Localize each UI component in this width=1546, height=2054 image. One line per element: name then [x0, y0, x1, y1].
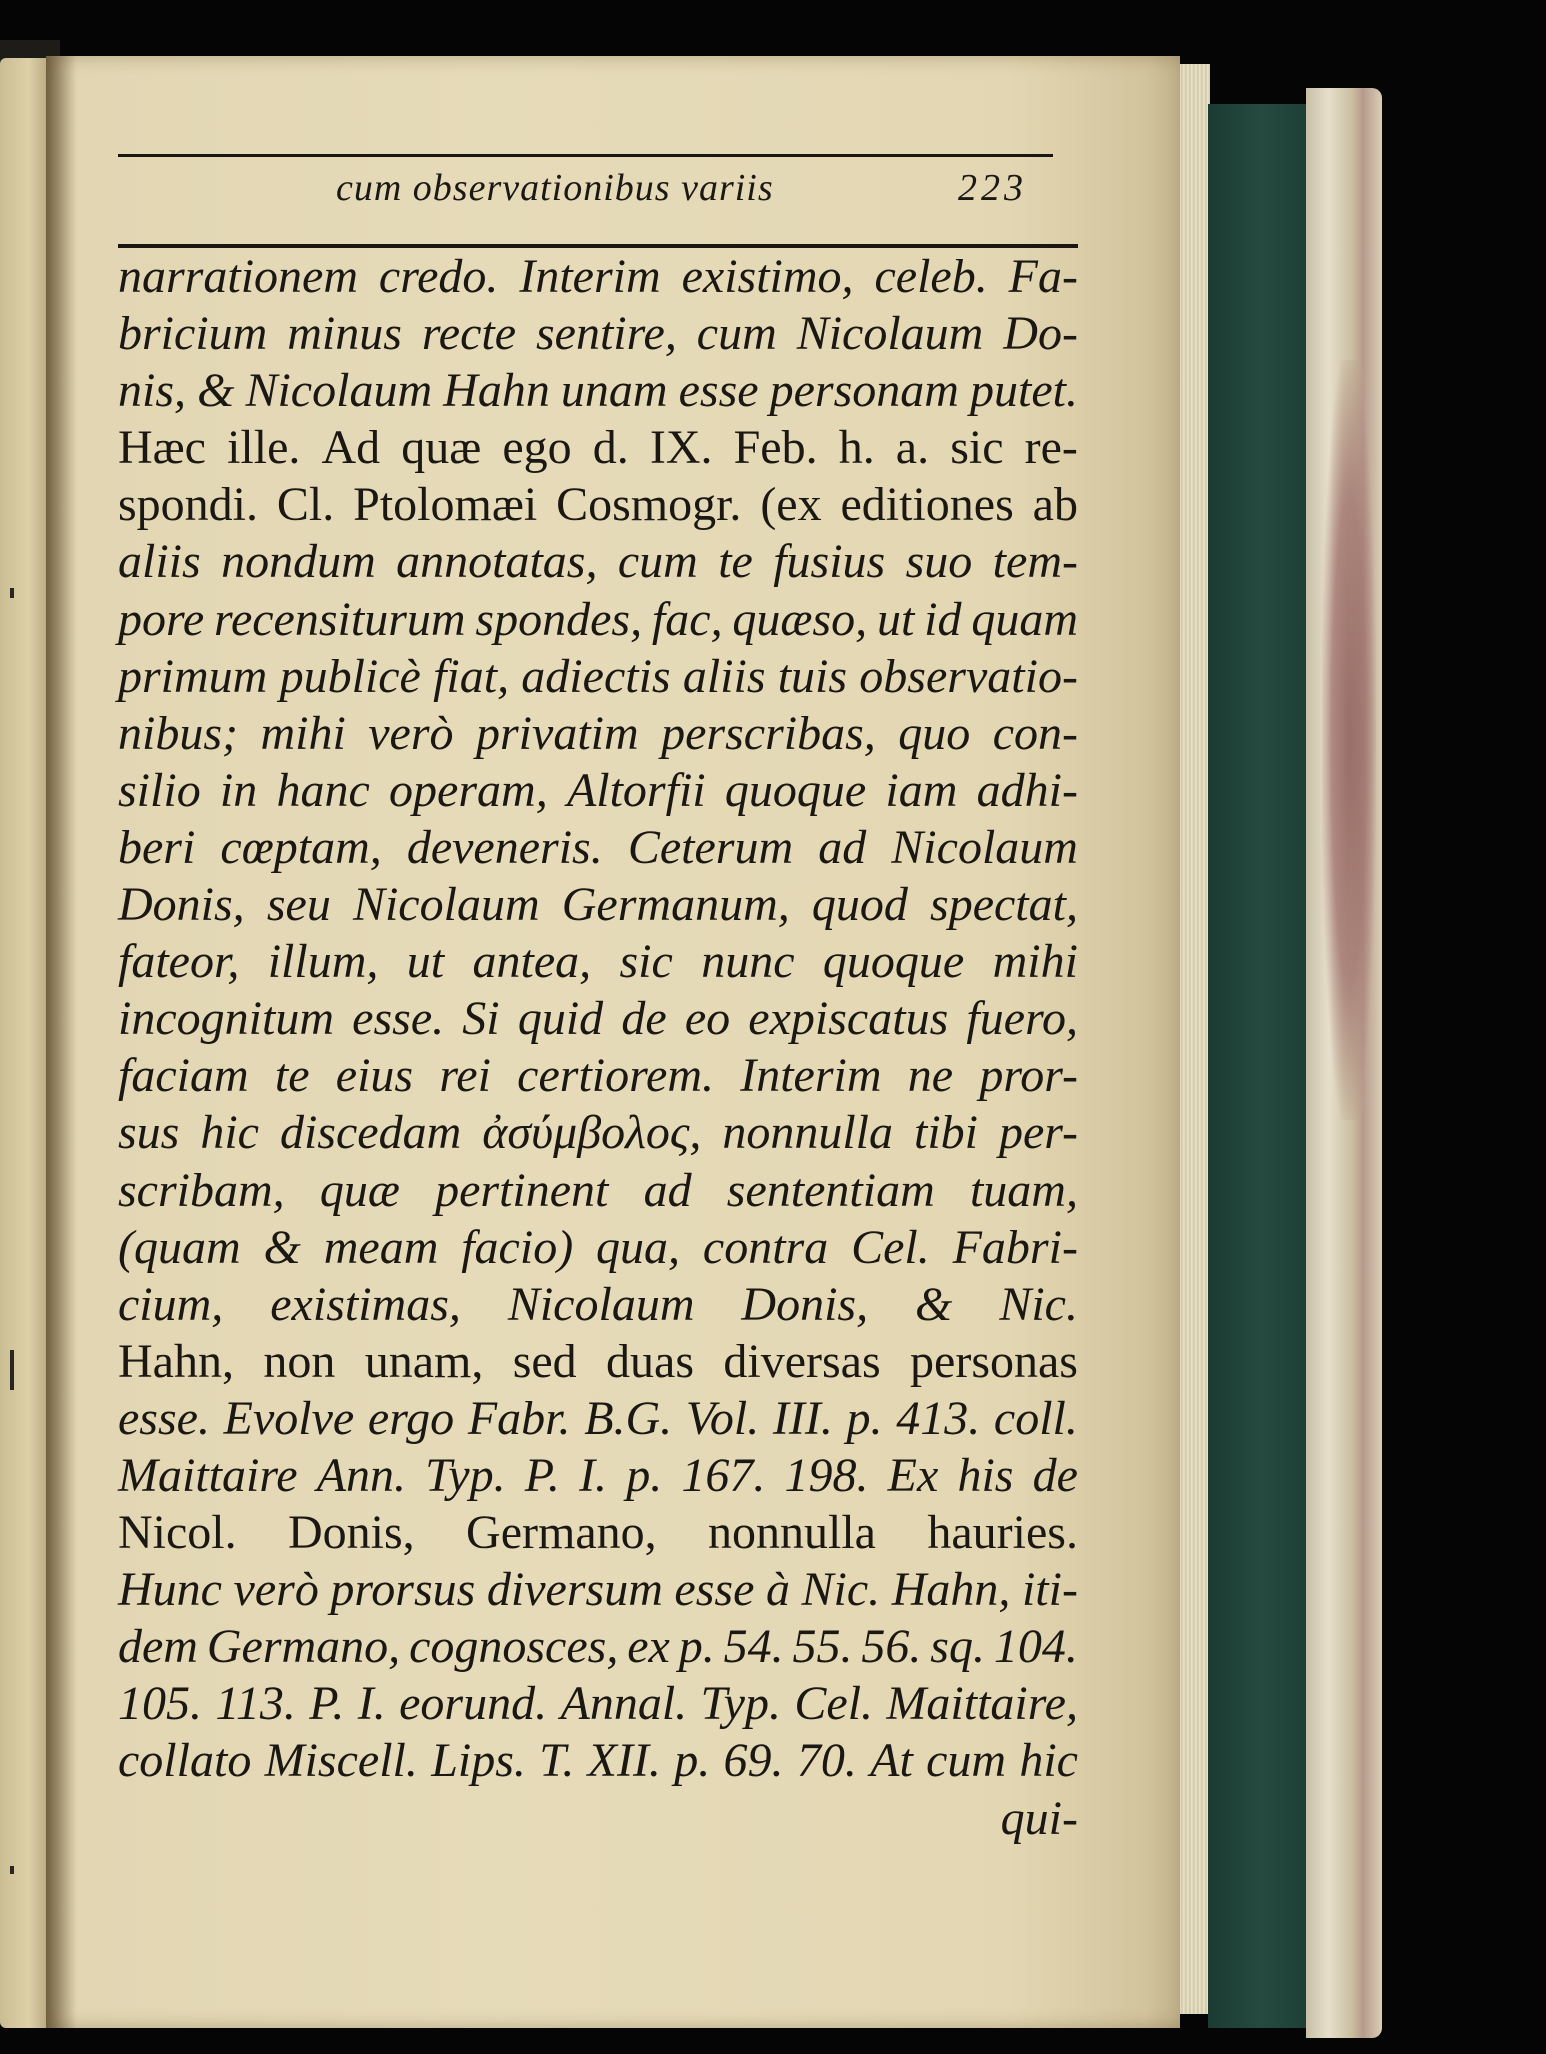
text-line: scribam, quæ pertinent ad sententiam tuam, — [118, 1163, 1078, 1217]
text-line: faciam te eius rei certiorem. Interim ne pror- — [118, 1049, 1078, 1103]
text-line: 105. 113. P. I. eorund. Annal. Typ. Cel. Maittaire, — [118, 1677, 1078, 1731]
text-line: dem Germano, cognosces, ex p. 54. 55. 56. sq. 104. — [118, 1620, 1078, 1674]
left-page-mark — [10, 1350, 14, 1390]
text-line: spondi. Cl. Ptolomæi Cosmogr. (ex editiones ab — [118, 478, 1078, 532]
text-line: aliis nondum annotatas, cum te fusius suo tem- — [118, 535, 1078, 589]
text-line: (quam & meam facio) qua, contra Cel. Fabri- — [118, 1220, 1078, 1274]
text-line: pore recensiturum spondes, fac, quæso, ut id quam — [118, 592, 1078, 646]
text-line: Hunc verò prorsus diversum esse à Nic. Hahn, iti- — [118, 1563, 1078, 1617]
text-line: Hahn, non unam, sed duas diversas personas — [118, 1334, 1078, 1388]
header-rule-top — [118, 154, 1053, 157]
text-line: qui- — [1000, 1791, 1078, 1845]
text-line: esse. Evolve ergo Fabr. B.G. Vol. III. p. 413. coll. — [118, 1391, 1078, 1445]
text-line: incognitum esse. Si quid de eo expiscatus fuero, — [118, 992, 1078, 1046]
page-block-edge — [1180, 64, 1210, 2014]
text-line: nis, & Nicolaum Hahn unam esse personam putet. — [118, 364, 1078, 418]
text-line: sus hic discedam ἀσύμβολος, nonnulla tibi per- — [118, 1106, 1078, 1160]
left-page-mark — [10, 1866, 14, 1874]
gutter-shadow — [46, 56, 76, 2028]
text-line: narrationem credo. Interim existimo, celeb. Fa- — [118, 250, 1078, 303]
text-line: collato Miscell. Lips. T. XII. p. 69. 70. At cum hic — [118, 1734, 1078, 1788]
text-line: primum publicè fiat, adiectis aliis tuis observatio- — [118, 649, 1078, 703]
running-head: cum observationibus variis — [336, 167, 774, 209]
text-line: nibus; mihi verò privatim perscribas, quo con- — [118, 706, 1078, 760]
text-line: beri cœptam, deveneris. Ceterum ad Nicolaum — [118, 820, 1078, 874]
text-line: Maittaire Ann. Typ. P. I. p. 167. 198. Ex his de — [118, 1448, 1078, 1502]
cover-stain — [1322, 360, 1376, 1120]
text-line: bricium minus recte sentire, cum Nicolaum Do- — [118, 307, 1078, 361]
text-line: fateor, illum, ut antea, sic nunc quoque mihi — [118, 935, 1078, 989]
text-line: Nicol. Donis, Germano, nonnulla hauries. — [118, 1506, 1078, 1560]
text-line: Donis, seu Nicolaum Germanum, quod spectat, — [118, 878, 1078, 932]
left-page-mark — [10, 588, 14, 598]
text-line: Hæc ille. Ad quæ ego d. IX. Feb. h. a. sic re- — [118, 421, 1078, 475]
body-text — [118, 248, 1078, 1847]
facing-page-edge — [0, 58, 48, 2028]
text-line: silio in hanc operam, Altorfii quoque iam adhi- — [118, 763, 1078, 817]
page-number: 223 — [958, 167, 1027, 209]
text-line: cium, existimas, Nicolaum Donis, & Nic. — [118, 1277, 1078, 1331]
